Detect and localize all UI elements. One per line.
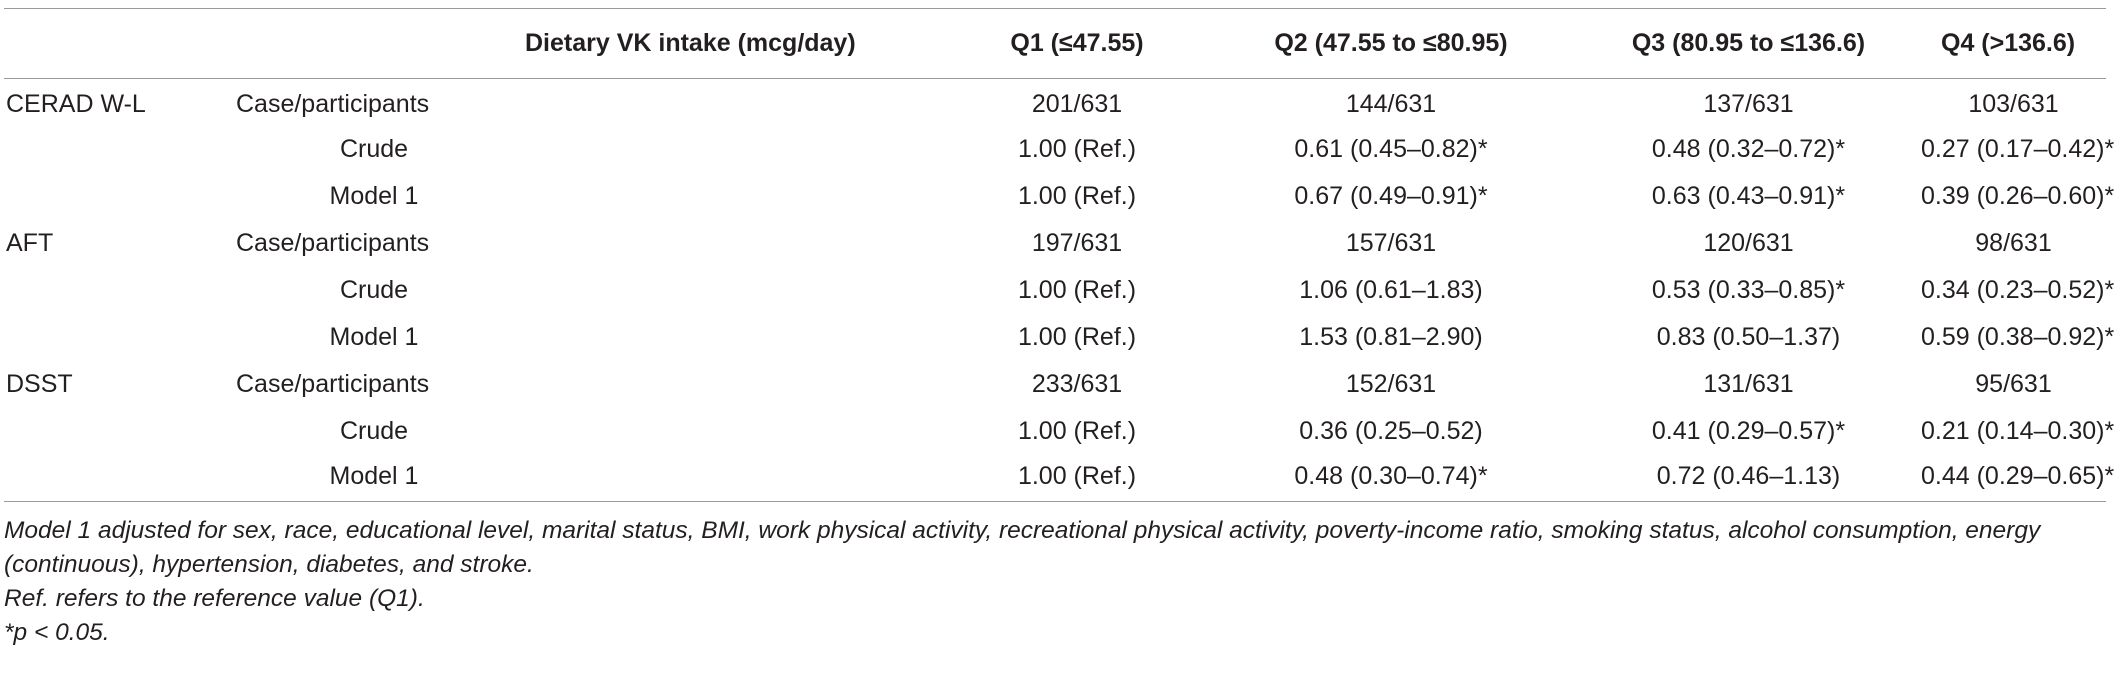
- q3-cell: 0.63 (0.43–0.91)*: [1651, 181, 1846, 210]
- q3-cell: 120/631: [1703, 228, 1794, 257]
- table-row: [4, 267, 2106, 314]
- intake-cell: [524, 408, 948, 455]
- q3-cell: 131/631: [1703, 369, 1794, 398]
- q3-cell: 0.41 (0.29–0.57)*: [1651, 416, 1846, 445]
- q3-cell: 137/631: [1703, 89, 1794, 118]
- footnote-model1: Model 1 adjusted for sex, race, educational level, marital status, BMI, work physical activity, recreational physical activity, poverty-income ratio, smoking status, alcohol consumption, energy (continuous), hypertension, diabetes, and stroke.: [4, 517, 2041, 578]
- intake-cell: [524, 79, 948, 126]
- intake-cell: [524, 173, 948, 220]
- q4-cell: 0.21 (0.14–0.30)*: [1921, 416, 2115, 445]
- q4-cell: 0.27 (0.17–0.42)*: [1921, 134, 2115, 163]
- table-row: [4, 79, 2106, 126]
- row-label-cell: Case/participants: [236, 89, 430, 118]
- header-intake: Dietary VK intake (mcg/day): [524, 9, 948, 79]
- q4-cell: 0.34 (0.23–0.52)*: [1921, 275, 2115, 304]
- intake-cell: [524, 220, 948, 267]
- q3-cell: 0.53 (0.33–0.85)*: [1651, 275, 1846, 304]
- q1-cell: 1.00 (Ref.): [1017, 134, 1137, 163]
- measure-cell: [4, 173, 224, 220]
- q2-cell: 0.48 (0.30–0.74)*: [1206, 455, 1576, 502]
- intake-cell: [524, 267, 948, 314]
- q2-cell: 0.67 (0.49–0.91)*: [1294, 181, 1488, 210]
- table-header: [4, 9, 2106, 79]
- intake-cell: [524, 126, 948, 173]
- header-row: [4, 9, 2106, 79]
- q2-cell: 157/631: [1345, 228, 1437, 257]
- row-label-cell: Model 1: [329, 322, 419, 351]
- q1-cell: 201/631: [1031, 89, 1123, 118]
- q3-cell: 0.48 (0.32–0.72)*: [1651, 134, 1846, 163]
- table-row: [4, 220, 2106, 267]
- results-table: [4, 8, 2115, 502]
- q1-cell: 233/631: [1031, 369, 1123, 398]
- q4-cell: 103/631: [1968, 89, 2059, 118]
- measure-cell: CERAD W-L: [6, 89, 146, 118]
- intake-cell: [524, 455, 948, 502]
- q4-cell: 0.44 (0.29–0.65)*: [1921, 455, 2106, 502]
- table-body: [4, 79, 2115, 502]
- measure-cell: [4, 314, 224, 361]
- table-row: [4, 455, 2106, 502]
- q3-cell: 0.83 (0.50–1.37): [1656, 322, 1841, 351]
- q2-cell: 1.06 (0.61–1.83): [1299, 275, 1483, 304]
- q1-cell: 1.00 (Ref.): [1017, 322, 1137, 351]
- row-label-cell: Case/participants: [236, 228, 430, 257]
- measure-cell: [4, 126, 224, 173]
- row-label-cell: Crude: [339, 134, 409, 163]
- intake-cell: [524, 361, 948, 408]
- q3-cell: 0.72 (0.46–1.13): [1576, 455, 1921, 502]
- measure-cell: [4, 455, 224, 502]
- q1-cell: 197/631: [1031, 228, 1123, 257]
- q2-cell: 144/631: [1345, 89, 1437, 118]
- q1-cell: 1.00 (Ref.): [1017, 275, 1137, 304]
- table-row: [4, 408, 2106, 455]
- measure-cell: [4, 408, 224, 455]
- q4-cell: 0.39 (0.26–0.60)*: [1921, 181, 2115, 210]
- measure-cell: DSST: [6, 369, 73, 398]
- measure-cell: AFT: [6, 228, 54, 257]
- q1-cell: 1.00 (Ref.): [1017, 181, 1137, 210]
- header-q3: Q3 (80.95 to ≤136.6): [1576, 9, 1921, 79]
- table-row: [4, 314, 2106, 361]
- row-label-cell: Model 1: [329, 181, 419, 210]
- intake-cell: [524, 314, 948, 361]
- row-label-cell: Model 1: [224, 455, 524, 502]
- table-row: [4, 361, 2106, 408]
- header-measure: [4, 9, 224, 79]
- q4-cell: 0.59 (0.38–0.92)*: [1921, 322, 2115, 351]
- row-label-cell: Crude: [339, 275, 409, 304]
- header-row-label: [224, 9, 524, 79]
- header-q1: Q1 (≤47.55): [948, 9, 1206, 79]
- header-q2: Q2 (47.55 to ≤80.95): [1206, 9, 1576, 79]
- q1-cell: 1.00 (Ref.): [948, 455, 1206, 502]
- measure-cell: [4, 267, 224, 314]
- q1-cell: 1.00 (Ref.): [1017, 416, 1137, 445]
- table-row: [4, 126, 2106, 173]
- header-q4: Q4 (>136.6): [1921, 9, 2106, 79]
- q2-cell: 1.53 (0.81–2.90): [1299, 322, 1483, 351]
- results-table-container: [0, 8, 2118, 650]
- q2-cell: 152/631: [1345, 369, 1437, 398]
- footnote-significance: *p < 0.05.: [4, 619, 110, 646]
- q2-cell: 0.61 (0.45–0.82)*: [1294, 134, 1488, 163]
- row-label-cell: Case/participants: [236, 369, 430, 398]
- q4-cell: 98/631: [1975, 228, 2052, 257]
- q2-cell: 0.36 (0.25–0.52): [1299, 416, 1483, 445]
- row-label-cell: Crude: [339, 416, 409, 445]
- footnote-ref: Ref. refers to the reference value (Q1).: [4, 585, 425, 612]
- q4-cell: 95/631: [1975, 369, 2052, 398]
- table-row: [4, 173, 2106, 220]
- table-footnotes: [4, 514, 2104, 650]
